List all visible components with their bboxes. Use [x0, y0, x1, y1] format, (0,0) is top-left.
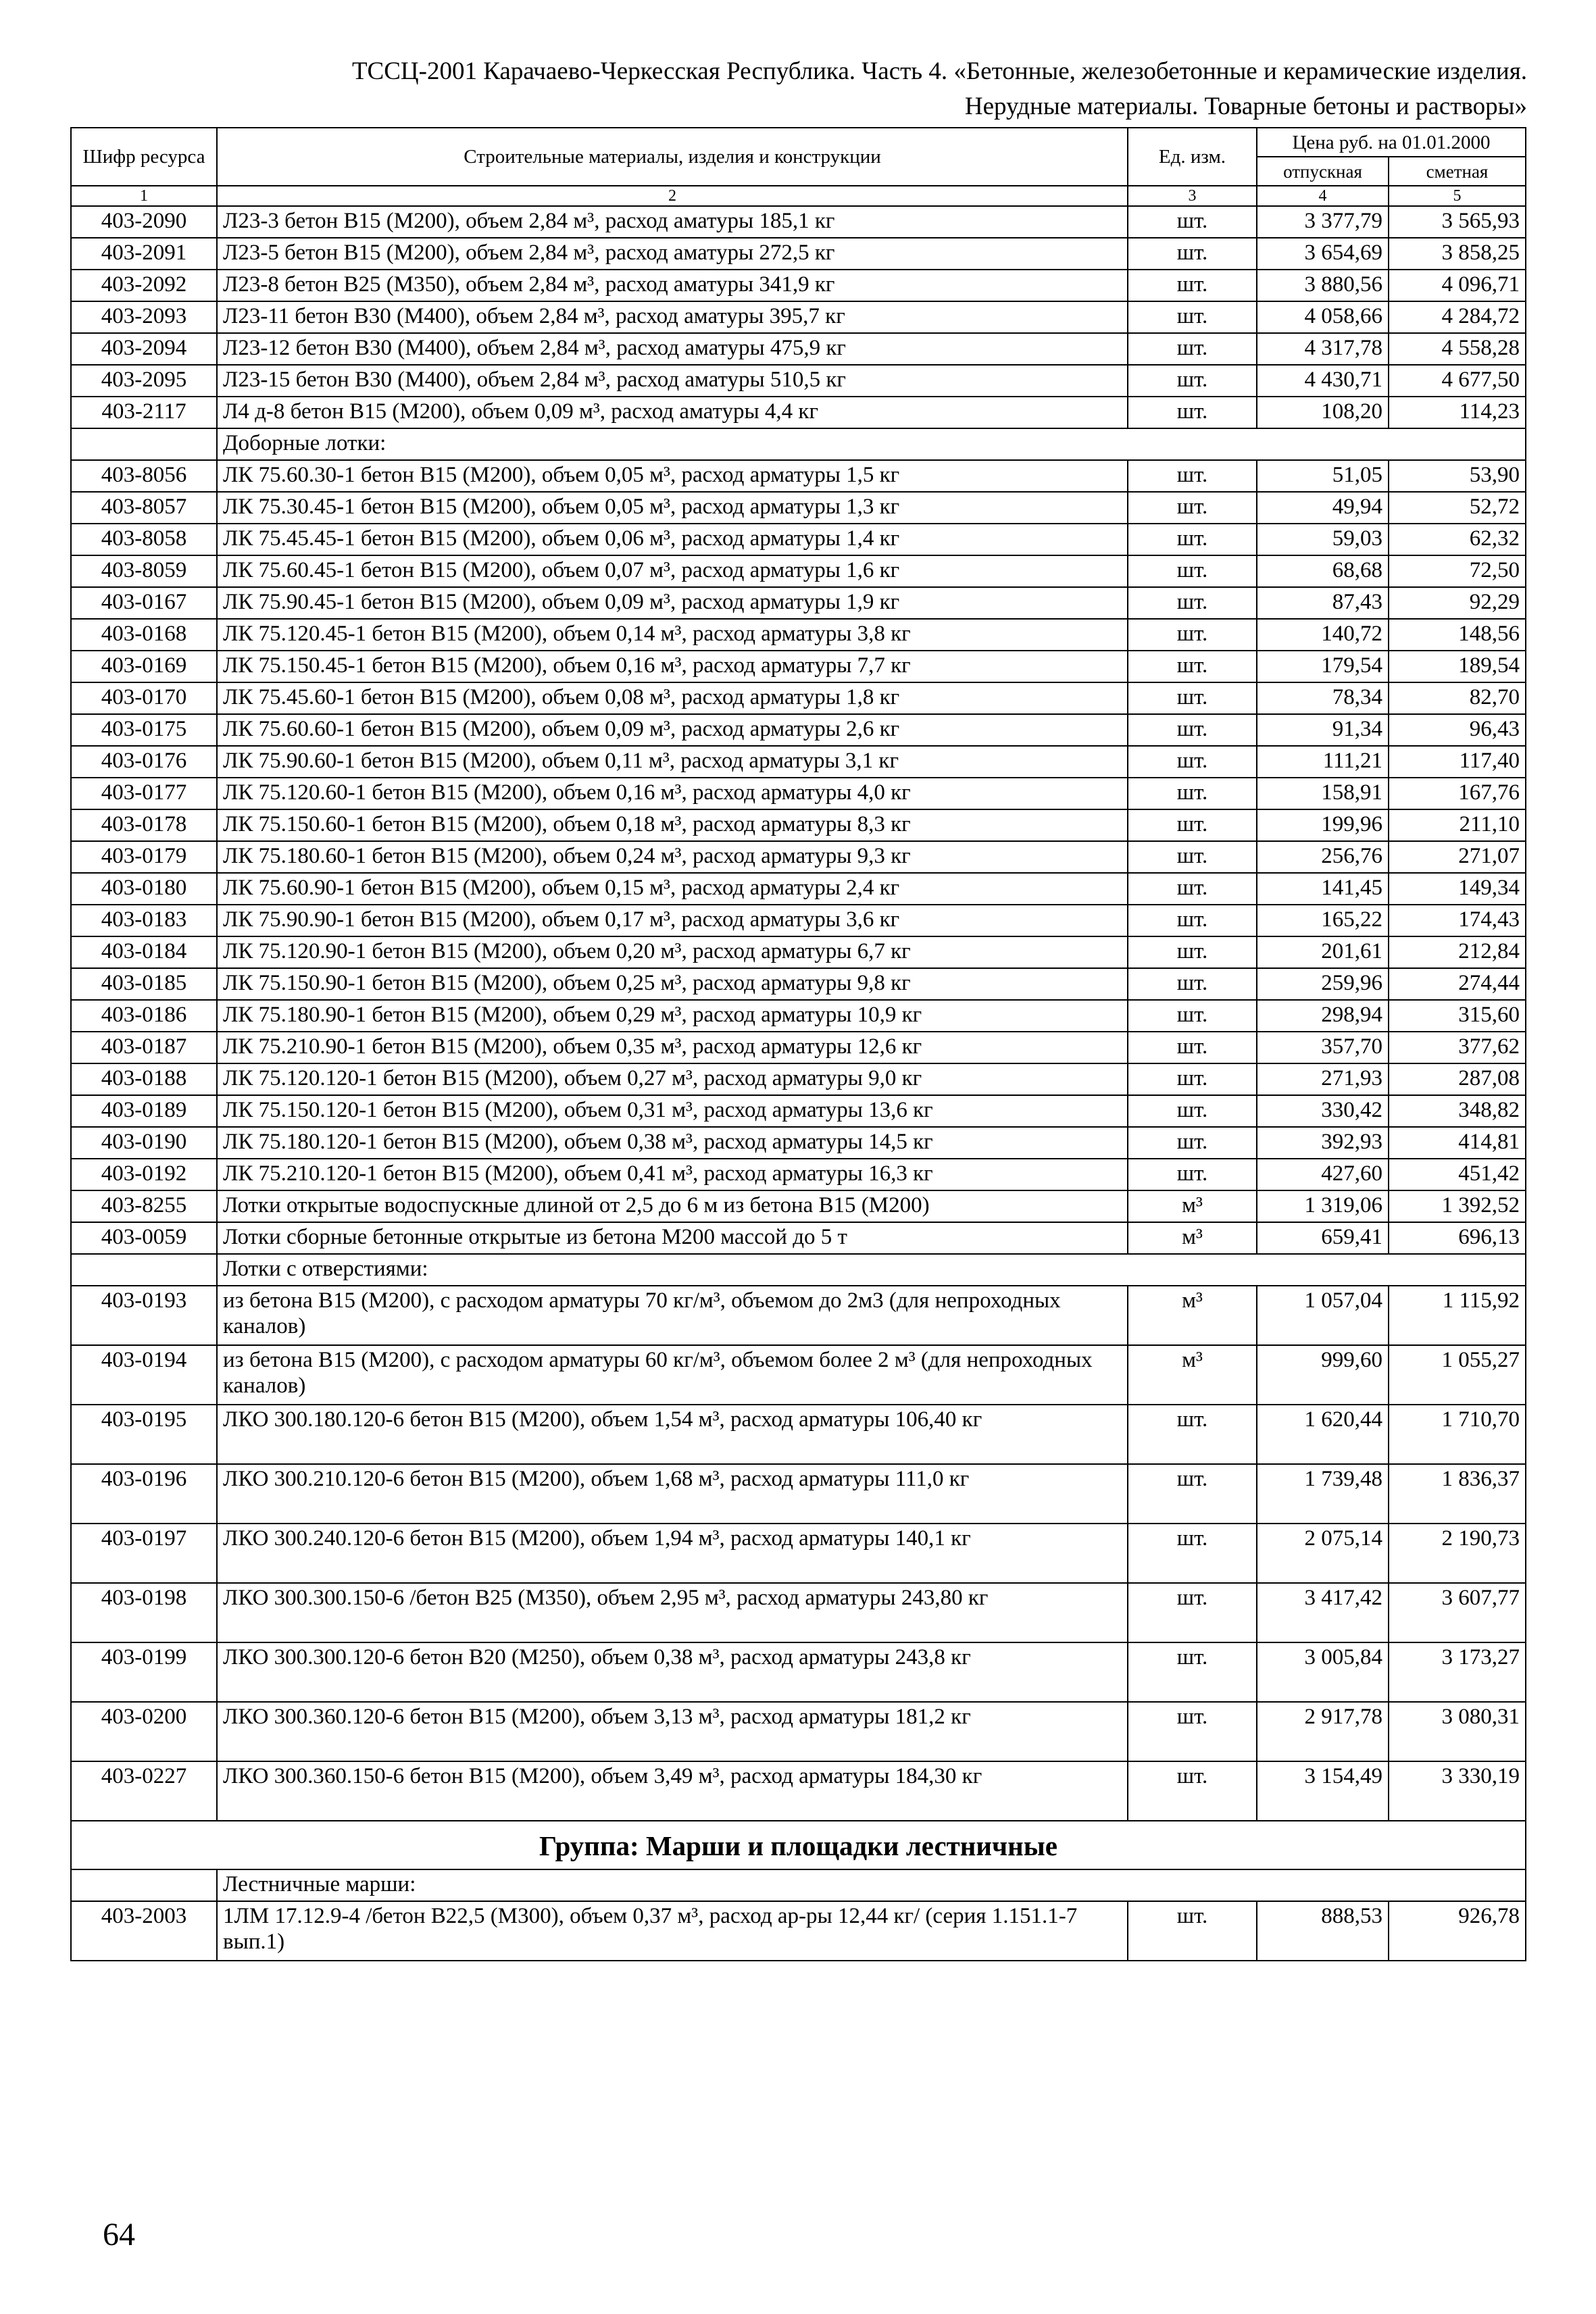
release-price: 68,68	[1257, 555, 1389, 587]
section-title: Доборные лотки:	[217, 428, 1526, 460]
unit: шт.	[1128, 1405, 1257, 1464]
release-price: 427,60	[1257, 1159, 1389, 1190]
table-row	[71, 841, 1526, 873]
unit: шт.	[1128, 968, 1257, 1000]
release-price: 111,21	[1257, 746, 1389, 778]
unit: м³	[1128, 1345, 1257, 1405]
estimate-price: 4 284,72	[1389, 301, 1526, 333]
release-price: 298,94	[1257, 1000, 1389, 1032]
unit: шт.	[1128, 555, 1257, 587]
resource-code: 403-8056	[71, 460, 217, 492]
resource-code: 403-0168	[71, 619, 217, 651]
material-name: ЛК 75.60.60-1 бетон B15 (М200), объем 0,09 м³, расход арматуры 2,6 кг	[217, 714, 1128, 746]
unit: шт.	[1128, 1524, 1257, 1583]
unit: шт.	[1128, 1464, 1257, 1524]
section-row	[71, 1869, 1526, 1901]
table-row	[71, 1761, 1526, 1821]
group-title: Группа: Марши и площадки лестничные	[71, 1821, 1526, 1869]
unit: шт.	[1128, 1642, 1257, 1702]
release-price: 1 057,04	[1257, 1286, 1389, 1345]
resource-code: 403-0170	[71, 682, 217, 714]
material-name: ЛК 75.120.90-1 бетон B15 (М200), объем 0,20 м³, расход арматуры 6,7 кг	[217, 936, 1128, 968]
table-row	[71, 1524, 1526, 1583]
release-price: 140,72	[1257, 619, 1389, 651]
material-name: ЛК 75.120.45-1 бетон B15 (М200), объем 0,14 м³, расход арматуры 3,8 кг	[217, 619, 1128, 651]
unit: шт.	[1128, 1761, 1257, 1821]
material-name: ЛКО 300.360.150-6 бетон B15 (М200), объем 3,49 м³, расход арматуры 184,30 кг	[217, 1761, 1128, 1821]
table-row	[71, 1000, 1526, 1032]
resource-code: 403-2093	[71, 301, 217, 333]
material-name: из бетона B15 (М200), с расходом арматуры 70 кг/м³, объемом до 2м3 (для непроходных каналов)	[217, 1286, 1128, 1345]
unit: шт.	[1128, 714, 1257, 746]
table-row	[71, 873, 1526, 905]
resource-code: 403-0187	[71, 1032, 217, 1063]
release-price: 108,20	[1257, 397, 1389, 428]
table-row	[71, 968, 1526, 1000]
material-name: ЛК 75.90.45-1 бетон B15 (М200), объем 0,09 м³, расход арматуры 1,9 кг	[217, 587, 1128, 619]
unit: шт.	[1128, 333, 1257, 365]
estimate-price: 82,70	[1389, 682, 1526, 714]
unit: шт.	[1128, 397, 1257, 428]
material-name: ЛК 75.60.30-1 бетон B15 (М200), объем 0,05 м³, расход арматуры 1,5 кг	[217, 460, 1128, 492]
estimate-price: 1 836,37	[1389, 1464, 1526, 1524]
unit: шт.	[1128, 524, 1257, 555]
estimate-price: 211,10	[1389, 809, 1526, 841]
table-row	[71, 809, 1526, 841]
table-header-row	[71, 128, 1526, 157]
estimate-price: 274,44	[1389, 968, 1526, 1000]
estimate-price: 2 190,73	[1389, 1524, 1526, 1583]
resource-code: 403-8059	[71, 555, 217, 587]
unit: шт.	[1128, 270, 1257, 301]
unit: шт.	[1128, 1901, 1257, 1961]
table-row	[71, 206, 1526, 238]
release-price: 330,42	[1257, 1095, 1389, 1127]
resource-code: 403-0059	[71, 1222, 217, 1254]
column-number: 5	[1389, 186, 1526, 206]
section-code-cell	[71, 428, 217, 460]
estimate-price: 62,32	[1389, 524, 1526, 555]
section-code-cell	[71, 1869, 217, 1901]
table-row	[71, 746, 1526, 778]
resource-code: 403-0186	[71, 1000, 217, 1032]
estimate-price: 92,29	[1389, 587, 1526, 619]
release-price: 392,93	[1257, 1127, 1389, 1159]
estimate-price: 926,78	[1389, 1901, 1526, 1961]
unit: шт.	[1128, 746, 1257, 778]
material-name: ЛКО 300.180.120-6 бетон B15 (М200), объем 1,54 м³, расход арматуры 106,40 кг	[217, 1405, 1128, 1464]
resource-code: 403-0175	[71, 714, 217, 746]
estimate-price: 52,72	[1389, 492, 1526, 524]
material-name: 1ЛМ 17.12.9-4 /бетон B22,5 (М300), объем 0,37 м³, расход ар-ры 12,44 кг/ (серия 1.151.1-7 вып.1)	[217, 1901, 1128, 1961]
material-name: ЛК 75.180.90-1 бетон B15 (М200), объем 0,29 м³, расход арматуры 10,9 кг	[217, 1000, 1128, 1032]
material-name: ЛК 75.180.120-1 бетон B15 (М200), объем 0,38 м³, расход арматуры 14,5 кг	[217, 1127, 1128, 1159]
column-header-unit: Ед. изм.	[1128, 128, 1257, 186]
release-price: 999,60	[1257, 1345, 1389, 1405]
resource-code: 403-0176	[71, 746, 217, 778]
release-price: 4 317,78	[1257, 333, 1389, 365]
estimate-price: 167,76	[1389, 778, 1526, 809]
unit: шт.	[1128, 841, 1257, 873]
estimate-price: 3 858,25	[1389, 238, 1526, 270]
release-price: 91,34	[1257, 714, 1389, 746]
unit: шт.	[1128, 651, 1257, 682]
unit: шт.	[1128, 873, 1257, 905]
release-price: 141,45	[1257, 873, 1389, 905]
unit: шт.	[1128, 365, 1257, 397]
unit: шт.	[1128, 206, 1257, 238]
table-row	[71, 1095, 1526, 1127]
column-number: 4	[1257, 186, 1389, 206]
material-name: ЛК 75.210.120-1 бетон B15 (М200), объем 0,41 м³, расход арматуры 16,3 кг	[217, 1159, 1128, 1190]
table-row	[71, 619, 1526, 651]
material-name: ЛК 75.150.120-1 бетон B15 (М200), объем 0,31 м³, расход арматуры 13,6 кг	[217, 1095, 1128, 1127]
column-header-price: Цена руб. на 01.01.2000	[1257, 128, 1526, 157]
unit: шт.	[1128, 1127, 1257, 1159]
table-row	[71, 936, 1526, 968]
resource-code: 403-2003	[71, 1901, 217, 1961]
table-row	[71, 1702, 1526, 1761]
material-name: ЛК 75.90.90-1 бетон B15 (М200), объем 0,17 м³, расход арматуры 3,6 кг	[217, 905, 1128, 936]
unit: шт.	[1128, 1000, 1257, 1032]
resource-code: 403-0185	[71, 968, 217, 1000]
release-price: 4 430,71	[1257, 365, 1389, 397]
release-price: 4 058,66	[1257, 301, 1389, 333]
table-row	[71, 651, 1526, 682]
material-name: из бетона B15 (М200), с расходом арматуры 60 кг/м³, объемом более 2 м³ (для непроходных каналов)	[217, 1345, 1128, 1405]
document-header-line-1: ТССЦ-2001 Карачаево-Черкесская Республика. Часть 4. «Бетонные, железобетонные и керамические изделия.	[351, 57, 1527, 85]
table-row	[71, 333, 1526, 365]
table-row	[71, 1032, 1526, 1063]
table-row	[71, 397, 1526, 428]
release-price: 179,54	[1257, 651, 1389, 682]
resource-code: 403-8058	[71, 524, 217, 555]
release-price: 357,70	[1257, 1032, 1389, 1063]
unit: шт.	[1128, 1702, 1257, 1761]
resource-code: 403-2117	[71, 397, 217, 428]
material-name: ЛК 75.45.45-1 бетон B15 (М200), объем 0,06 м³, расход арматуры 1,4 кг	[217, 524, 1128, 555]
estimate-price: 72,50	[1389, 555, 1526, 587]
resource-code: 403-2090	[71, 206, 217, 238]
material-name: ЛК 75.45.60-1 бетон B15 (М200), объем 0,08 м³, расход арматуры 1,8 кг	[217, 682, 1128, 714]
group-row	[71, 1821, 1526, 1869]
material-name: Л23-8 бетон B25 (М350), объем 2,84 м³, расход аматуры 341,9 кг	[217, 270, 1128, 301]
unit: шт.	[1128, 1032, 1257, 1063]
material-name: Л23-11 бетон B30 (М400), объем 2,84 м³, расход аматуры 395,7 кг	[217, 301, 1128, 333]
resource-code: 403-0167	[71, 587, 217, 619]
table-row	[71, 270, 1526, 301]
price-table	[70, 127, 1526, 1961]
material-name: ЛКО 300.210.120-6 бетон B15 (М200), объем 1,68 м³, расход арматуры 111,0 кг	[217, 1464, 1128, 1524]
release-price: 3 005,84	[1257, 1642, 1389, 1702]
release-price: 3 417,42	[1257, 1583, 1389, 1642]
table-row	[71, 778, 1526, 809]
estimate-price: 414,81	[1389, 1127, 1526, 1159]
table-row	[71, 905, 1526, 936]
material-name: Л23-5 бетон B15 (М200), объем 2,84 м³, расход аматуры 272,5 кг	[217, 238, 1128, 270]
estimate-price: 1 115,92	[1389, 1286, 1526, 1345]
estimate-price: 1 710,70	[1389, 1405, 1526, 1464]
release-price: 3 154,49	[1257, 1761, 1389, 1821]
estimate-price: 53,90	[1389, 460, 1526, 492]
resource-code: 403-2091	[71, 238, 217, 270]
release-price: 1 620,44	[1257, 1405, 1389, 1464]
unit: шт.	[1128, 1583, 1257, 1642]
estimate-price: 189,54	[1389, 651, 1526, 682]
unit: шт.	[1128, 492, 1257, 524]
material-name: ЛКО 300.300.150-6 /бетон B25 (М350), объем 2,95 м³, расход арматуры 243,80 кг	[217, 1583, 1128, 1642]
resource-code: 403-0193	[71, 1286, 217, 1345]
release-price: 78,34	[1257, 682, 1389, 714]
page-number: 64	[103, 2217, 135, 2253]
estimate-price: 117,40	[1389, 746, 1526, 778]
release-price: 199,96	[1257, 809, 1389, 841]
estimate-price: 315,60	[1389, 1000, 1526, 1032]
table-row	[71, 460, 1526, 492]
resource-code: 403-0184	[71, 936, 217, 968]
resource-code: 403-0198	[71, 1583, 217, 1642]
unit: шт.	[1128, 460, 1257, 492]
estimate-price: 348,82	[1389, 1095, 1526, 1127]
estimate-price: 114,23	[1389, 397, 1526, 428]
estimate-price: 4 558,28	[1389, 333, 1526, 365]
material-name: Л4 д-8 бетон B15 (М200), объем 0,09 м³, расход аматуры 4,4 кг	[217, 397, 1128, 428]
estimate-price: 4 096,71	[1389, 270, 1526, 301]
table-row	[71, 1901, 1526, 1961]
release-price: 49,94	[1257, 492, 1389, 524]
column-header-release-price: отпускная	[1257, 157, 1389, 186]
release-price: 59,03	[1257, 524, 1389, 555]
release-price: 659,41	[1257, 1222, 1389, 1254]
release-price: 888,53	[1257, 1901, 1389, 1961]
resource-code: 403-0189	[71, 1095, 217, 1127]
estimate-price: 174,43	[1389, 905, 1526, 936]
estimate-price: 212,84	[1389, 936, 1526, 968]
unit: шт.	[1128, 936, 1257, 968]
column-header-estimate-price: сметная	[1389, 157, 1526, 186]
table-row	[71, 1464, 1526, 1524]
material-name: ЛКО 300.240.120-6 бетон B15 (М200), объем 1,94 м³, расход арматуры 140,1 кг	[217, 1524, 1128, 1583]
resource-code: 403-0180	[71, 873, 217, 905]
resource-code: 403-0200	[71, 1702, 217, 1761]
unit: шт.	[1128, 1159, 1257, 1190]
release-price: 259,96	[1257, 968, 1389, 1000]
estimate-price: 148,56	[1389, 619, 1526, 651]
release-price: 271,93	[1257, 1063, 1389, 1095]
unit: шт.	[1128, 1095, 1257, 1127]
material-name: ЛК 75.90.60-1 бетон B15 (М200), объем 0,11 м³, расход арматуры 3,1 кг	[217, 746, 1128, 778]
estimate-price: 3 565,93	[1389, 206, 1526, 238]
resource-code: 403-2092	[71, 270, 217, 301]
release-price: 51,05	[1257, 460, 1389, 492]
resource-code: 403-0178	[71, 809, 217, 841]
resource-code: 403-0227	[71, 1761, 217, 1821]
release-price: 201,61	[1257, 936, 1389, 968]
estimate-price: 287,08	[1389, 1063, 1526, 1095]
column-number-row	[71, 186, 1526, 206]
release-price: 1 739,48	[1257, 1464, 1389, 1524]
material-name: ЛК 75.60.45-1 бетон B15 (М200), объем 0,07 м³, расход арматуры 1,6 кг	[217, 555, 1128, 587]
resource-code: 403-0190	[71, 1127, 217, 1159]
column-number: 3	[1128, 186, 1257, 206]
estimate-price: 4 677,50	[1389, 365, 1526, 397]
table-row	[71, 682, 1526, 714]
material-name: Л23-3 бетон B15 (М200), объем 2,84 м³, расход аматуры 185,1 кг	[217, 206, 1128, 238]
estimate-price: 149,34	[1389, 873, 1526, 905]
resource-code: 403-0196	[71, 1464, 217, 1524]
release-price: 87,43	[1257, 587, 1389, 619]
release-price: 158,91	[1257, 778, 1389, 809]
resource-code: 403-0194	[71, 1345, 217, 1405]
resource-code: 403-2094	[71, 333, 217, 365]
section-code-cell	[71, 1254, 217, 1286]
resource-code: 403-0183	[71, 905, 217, 936]
resource-code: 403-8057	[71, 492, 217, 524]
material-name: Л23-15 бетон B30 (М400), объем 2,84 м³, расход аматуры 510,5 кг	[217, 365, 1128, 397]
column-number: 2	[217, 186, 1128, 206]
column-header-name: Строительные материалы, изделия и конструкции	[217, 128, 1128, 186]
material-name: Л23-12 бетон B30 (М400), объем 2,84 м³, расход аматуры 475,9 кг	[217, 333, 1128, 365]
estimate-price: 3 607,77	[1389, 1583, 1526, 1642]
table-row	[71, 1345, 1526, 1405]
resource-code: 403-0177	[71, 778, 217, 809]
release-price: 3 377,79	[1257, 206, 1389, 238]
material-name: ЛКО 300.360.120-6 бетон B15 (М200), объем 3,13 м³, расход арматуры 181,2 кг	[217, 1702, 1128, 1761]
unit: шт.	[1128, 619, 1257, 651]
material-name: ЛК 75.120.120-1 бетон B15 (М200), объем 0,27 м³, расход арматуры 9,0 кг	[217, 1063, 1128, 1095]
table-row	[71, 1127, 1526, 1159]
release-price: 1 319,06	[1257, 1190, 1389, 1222]
table-row	[71, 1063, 1526, 1095]
section-row	[71, 1254, 1526, 1286]
table-row	[71, 524, 1526, 555]
table-row	[71, 1159, 1526, 1190]
resource-code: 403-0179	[71, 841, 217, 873]
unit: шт.	[1128, 905, 1257, 936]
release-price: 2 075,14	[1257, 1524, 1389, 1583]
resource-code: 403-0192	[71, 1159, 217, 1190]
resource-code: 403-0169	[71, 651, 217, 682]
resource-code: 403-8255	[71, 1190, 217, 1222]
unit: м³	[1128, 1190, 1257, 1222]
estimate-price: 377,62	[1389, 1032, 1526, 1063]
material-name: ЛК 75.180.60-1 бетон B15 (М200), объем 0,24 м³, расход арматуры 9,3 кг	[217, 841, 1128, 873]
unit: м³	[1128, 1286, 1257, 1345]
estimate-price: 3 080,31	[1389, 1702, 1526, 1761]
estimate-price: 451,42	[1389, 1159, 1526, 1190]
material-name: ЛК 75.60.90-1 бетон B15 (М200), объем 0,15 м³, расход арматуры 2,4 кг	[217, 873, 1128, 905]
table-row	[71, 1286, 1526, 1345]
material-name: ЛКО 300.300.120-6 бетон B20 (М250), объем 0,38 м³, расход арматуры 243,8 кг	[217, 1642, 1128, 1702]
estimate-price: 1 055,27	[1389, 1345, 1526, 1405]
table-row	[71, 555, 1526, 587]
material-name: ЛК 75.150.90-1 бетон B15 (М200), объем 0,25 м³, расход арматуры 9,8 кг	[217, 968, 1128, 1000]
table-row	[71, 1405, 1526, 1464]
release-price: 165,22	[1257, 905, 1389, 936]
table-row	[71, 365, 1526, 397]
document-header-line-2: Нерудные материалы. Товарные бетоны и растворы»	[964, 93, 1527, 120]
section-title: Лотки с отверстиями:	[217, 1254, 1526, 1286]
estimate-price: 96,43	[1389, 714, 1526, 746]
release-price: 3 654,69	[1257, 238, 1389, 270]
release-price: 3 880,56	[1257, 270, 1389, 301]
release-price: 256,76	[1257, 841, 1389, 873]
estimate-price: 1 392,52	[1389, 1190, 1526, 1222]
resource-code: 403-0197	[71, 1524, 217, 1583]
estimate-price: 696,13	[1389, 1222, 1526, 1254]
table-row	[71, 1222, 1526, 1254]
unit: шт.	[1128, 587, 1257, 619]
unit: шт.	[1128, 238, 1257, 270]
table-row	[71, 238, 1526, 270]
table-row	[71, 1190, 1526, 1222]
resource-code: 403-0188	[71, 1063, 217, 1095]
column-header-code: Шифр ресурса	[71, 128, 217, 186]
estimate-price: 271,07	[1389, 841, 1526, 873]
table-row	[71, 301, 1526, 333]
unit: шт.	[1128, 778, 1257, 809]
material-name: Лотки открытые водоспускные длиной от 2,5 до 6 м из бетона B15 (М200)	[217, 1190, 1128, 1222]
column-number: 1	[71, 186, 217, 206]
section-row	[71, 428, 1526, 460]
resource-code: 403-0199	[71, 1642, 217, 1702]
table-row	[71, 1583, 1526, 1642]
release-price: 2 917,78	[1257, 1702, 1389, 1761]
unit: м³	[1128, 1222, 1257, 1254]
material-name: ЛК 75.120.60-1 бетон B15 (М200), объем 0,16 м³, расход арматуры 4,0 кг	[217, 778, 1128, 809]
unit: шт.	[1128, 809, 1257, 841]
unit: шт.	[1128, 301, 1257, 333]
material-name: ЛК 75.210.90-1 бетон B15 (М200), объем 0,35 м³, расход арматуры 12,6 кг	[217, 1032, 1128, 1063]
table-row	[71, 714, 1526, 746]
material-name: ЛК 75.150.45-1 бетон B15 (М200), объем 0,16 м³, расход арматуры 7,7 кг	[217, 651, 1128, 682]
resource-code: 403-2095	[71, 365, 217, 397]
table-row	[71, 587, 1526, 619]
material-name: ЛК 75.30.45-1 бетон B15 (М200), объем 0,05 м³, расход арматуры 1,3 кг	[217, 492, 1128, 524]
material-name: Лотки сборные бетонные открытые из бетона М200 массой до 5 т	[217, 1222, 1128, 1254]
resource-code: 403-0195	[71, 1405, 217, 1464]
table-row	[71, 1642, 1526, 1702]
material-name: ЛК 75.150.60-1 бетон B15 (М200), объем 0,18 м³, расход арматуры 8,3 кг	[217, 809, 1128, 841]
table-row	[71, 492, 1526, 524]
unit: шт.	[1128, 682, 1257, 714]
estimate-price: 3 173,27	[1389, 1642, 1526, 1702]
estimate-price: 3 330,19	[1389, 1761, 1526, 1821]
section-title: Лестничные марши:	[217, 1869, 1526, 1901]
unit: шт.	[1128, 1063, 1257, 1095]
